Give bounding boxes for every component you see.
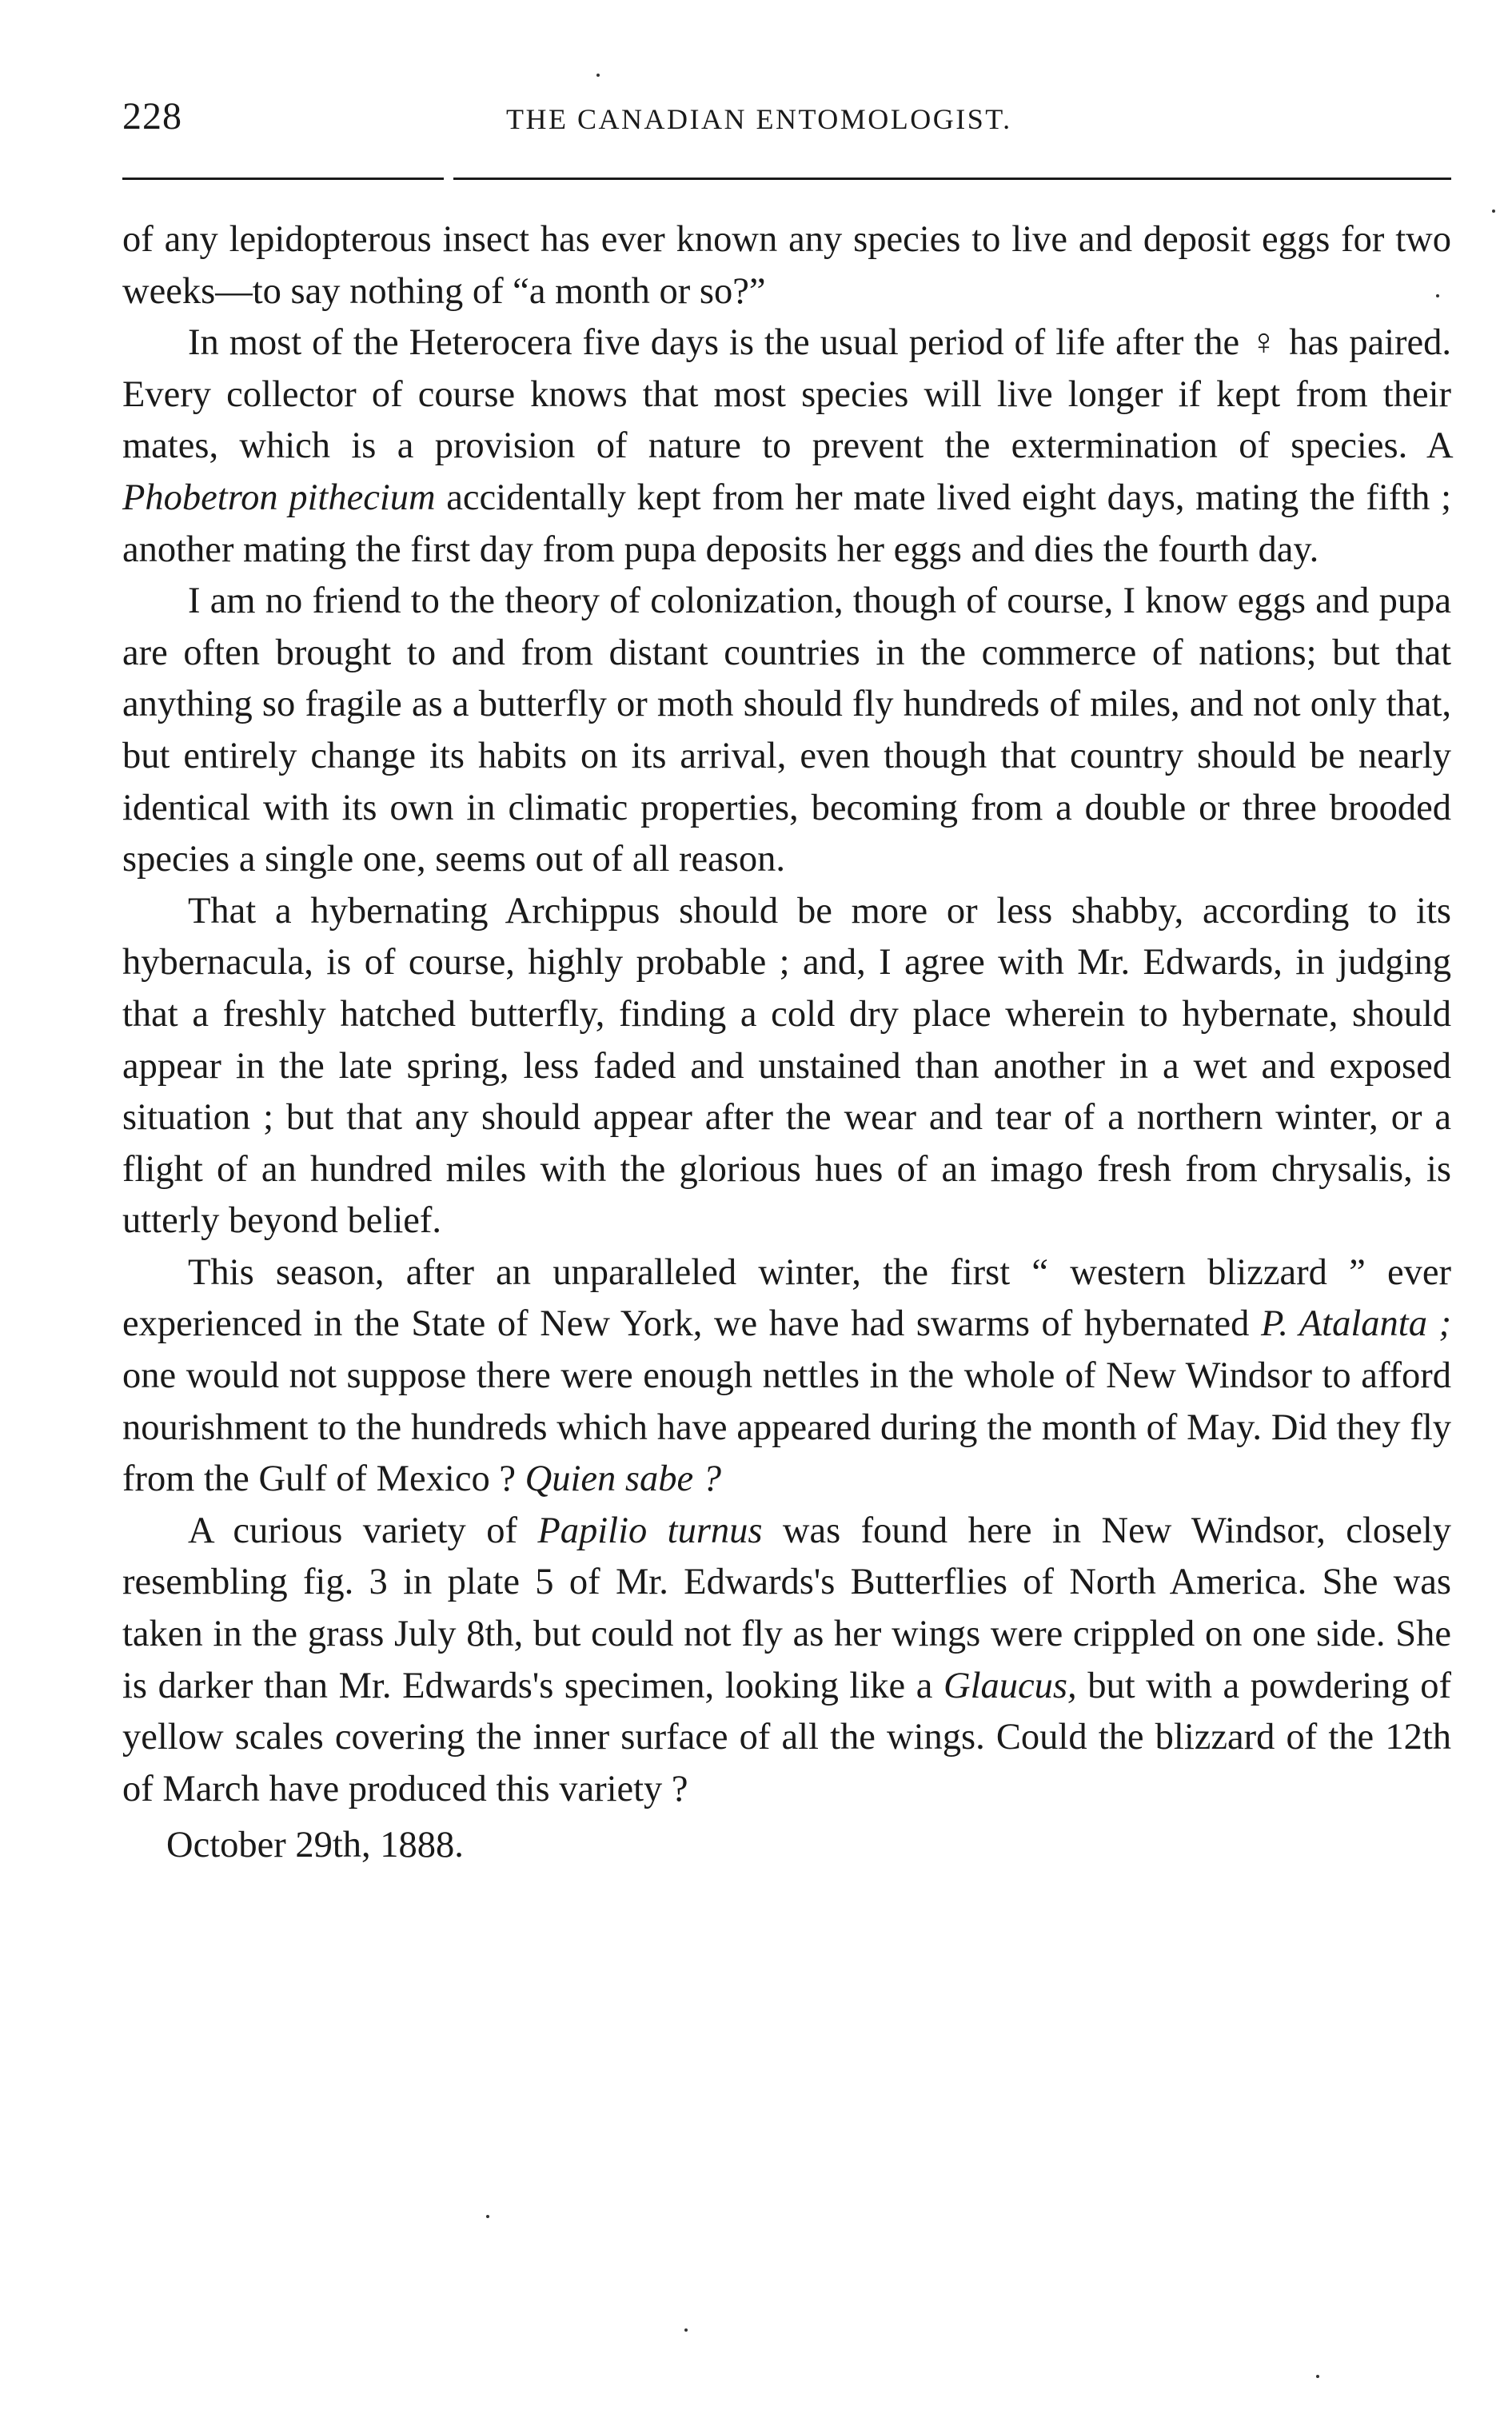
article-body (122, 214, 1451, 1872)
print-speck (684, 2328, 688, 2332)
paragraph-5: This season, after an unparalleled winter, the first “ western blizzard ” ever experienced in the State of New York, we have had swarms of hybernated P. Atalanta ; one would not suppose there were enough nettles in the whole of New Windsor to afford nourishment to the hundreds which have appeared during the month of May. Did they fly from the Gulf of Mexico ? Quien sabe ? (122, 1251, 1452, 1500)
running-head: THE CANADIAN ENTOMOLOGIST. (506, 103, 1012, 135)
header-rule-left (122, 178, 444, 180)
paragraph-1: of any lepidopterous insect has ever known any species to live and deposit eggs for two weeks—to say nothing of “a month or so?” (122, 219, 1451, 312)
dateline: October 29th, 1888. (166, 1825, 464, 1866)
page-number: 228 (122, 95, 182, 138)
species-name: Papilio turnus (537, 1510, 763, 1551)
paragraph-4: That a hybernating Archippus should be more or less shabby, according to its hybernacula, is of course, highly probable ; and, I agree with Mr. Edwards, in judging that a freshly hatched butterfly, finding a cold dry place wherein to hybernate, should appear in the late spring, less faded and unstained than another in a wet and exposed situation ; but that any should appear after the wear and tear of a northern winter, or a flight of an hundred miles with the glorious hues of an imago fresh from chrysalis, is utterly beyond belief. (122, 890, 1451, 1242)
header-rule-right (453, 178, 1451, 180)
species-name: Glaucus, (944, 1665, 1077, 1706)
print-speck (1316, 2375, 1319, 2378)
italic-phrase: Quien sabe ? (525, 1458, 721, 1500)
print-speck (1492, 209, 1495, 213)
page-header (122, 94, 1451, 158)
species-name: P. Atalanta ; (1261, 1303, 1452, 1345)
paragraph-3: I am no friend to the theory of colonization, though of course, I know eggs and pupa are often brought to and from distant countries in the commerce of nations; but that anything so fragile as a butterfly or moth should fly hundreds of miles, and not only that, but entirely change its habits on its arrival, even though that country should be nearly identical with its own in climatic properties, becoming from a double or three brooded species a single one, seems out of all reason. (122, 581, 1451, 880)
print-speck (596, 74, 600, 77)
print-speck (1436, 294, 1439, 297)
print-speck (486, 2215, 489, 2218)
paragraph-2: In most of the Heterocera five days is the usual period of life after the ♀ has paired. Every collector of course knows that most species will live longer if kept from their mates, which is a provision of nature to prevent the extermination of species. A Phobetron pithecium accidentally kept from her mate lived eight days, mating the fifth ; another mating the first day from pupa deposits her eggs and dies the fourth day. (122, 322, 1451, 570)
paragraph-6: A curious variety of Papilio turnus was found here in New Windsor, closely resembling fig. 3 in plate 5 of Mr. Edwards's Butterflies of North America. She was taken in the grass July 8th, but could not fly as her wings were crippled on one side. She is darker than Mr. Edwards's specimen, looking like a Glaucus, but with a powdering of yellow scales covering the inner surface of all the wings. Could the blizzard of the 12th of March have produced this variety ? (122, 1510, 1452, 1810)
species-name: Phobetron pithecium (122, 477, 436, 518)
